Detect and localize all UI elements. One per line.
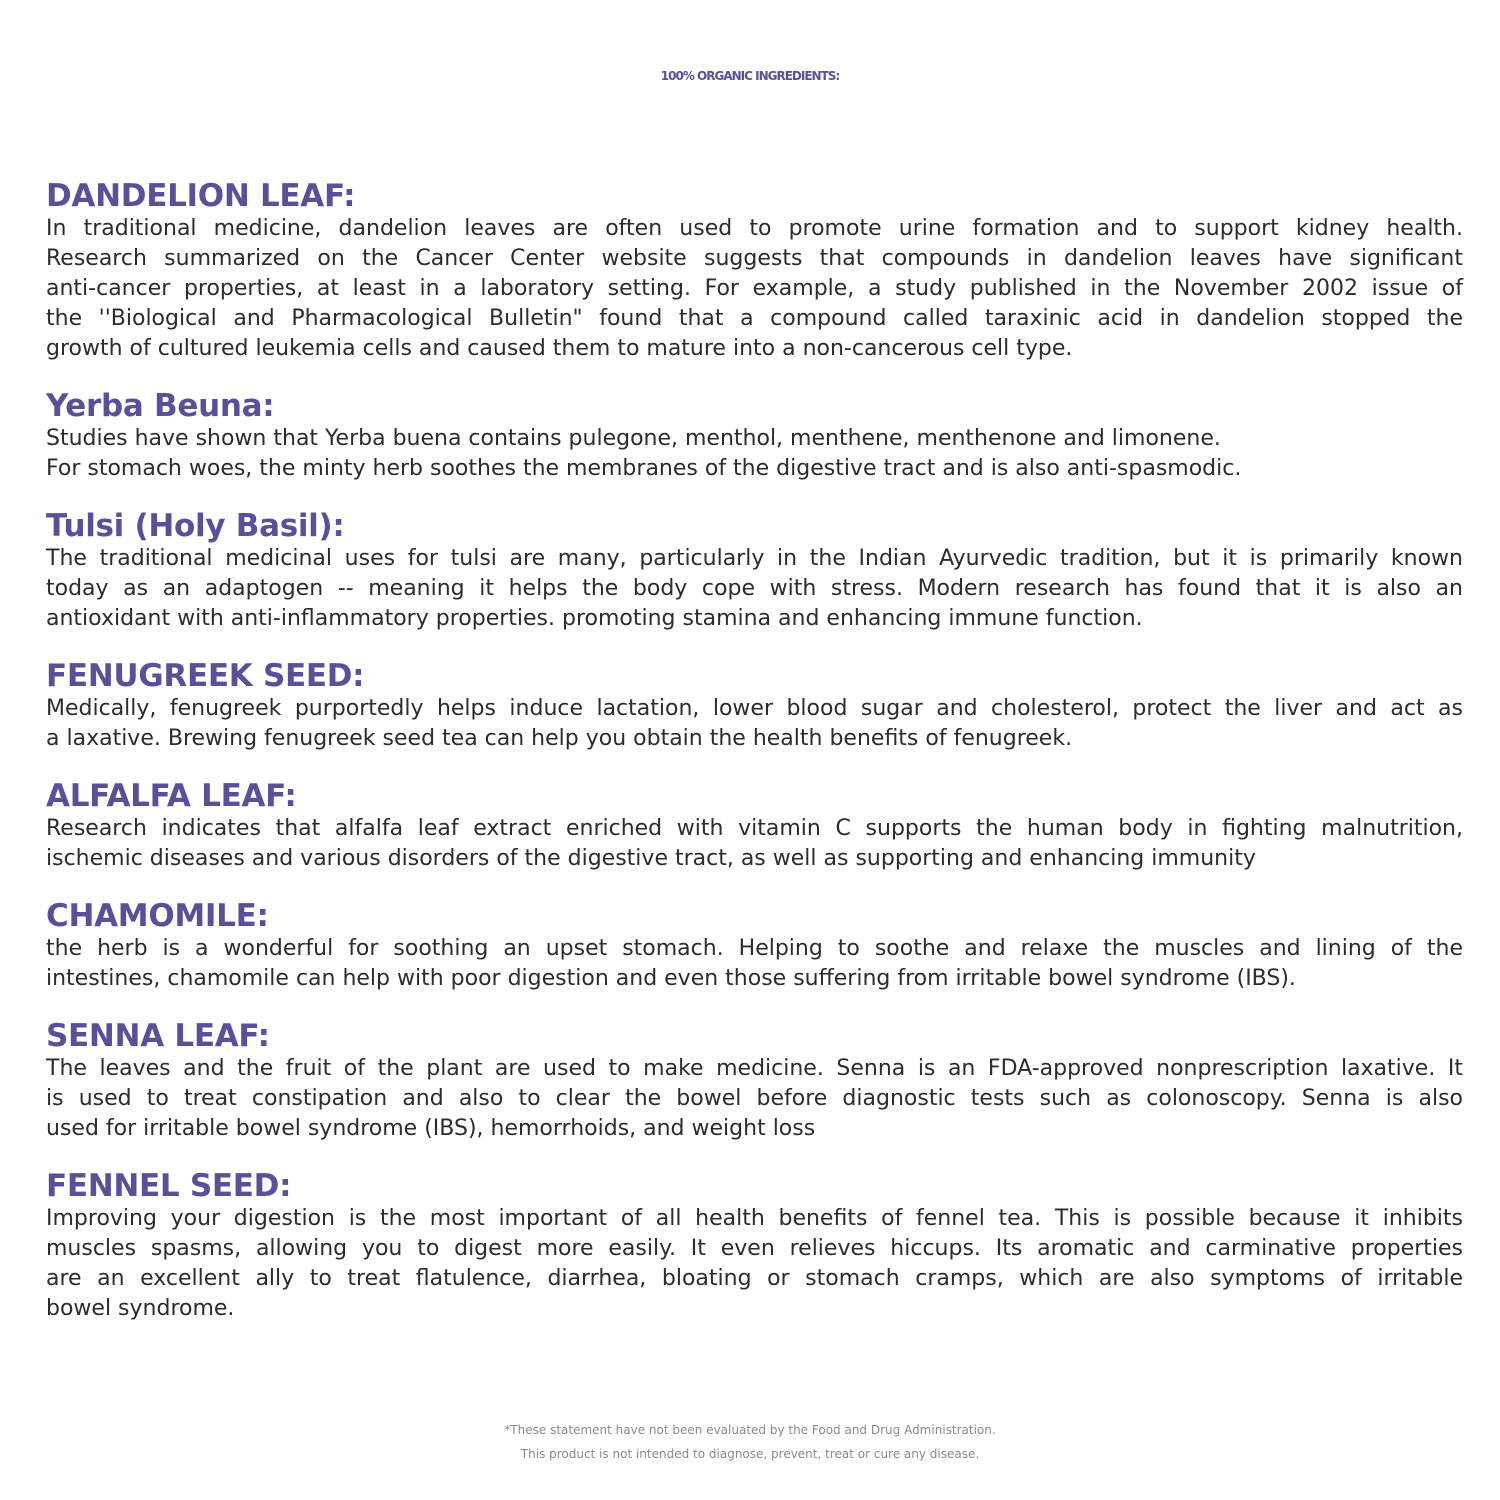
section-tulsi <box>46 508 1463 634</box>
section-heading: ALFALFA LEAF: <box>46 778 297 814</box>
section-yerba-beuna <box>46 388 1463 484</box>
section-body <box>46 934 1463 994</box>
body-line: Improving your digestion is the most important of all health benefits of fennel tea. This is possible because it inhibits <box>46 1206 1463 1231</box>
body-line: used for irritable bowel syndrome (IBS), hemorrhoids, and weight loss <box>46 1116 816 1141</box>
section-senna-leaf <box>46 1018 1463 1144</box>
body-line: Studies have shown that Yerba buena contains pulegone, menthol, menthene, menthenone and limonene. <box>46 426 1221 451</box>
body-line: is used to treat constipation and also to clear the bowel before diagnostic tests such as colonoscopy. Senna is also <box>46 1086 1463 1111</box>
section-body <box>46 1054 1463 1144</box>
body-line: intestines, chamomile can help with poor digestion and even those suffering from irritable bowel syndrome (IBS). <box>46 966 1296 991</box>
body-line: a laxative. Brewing fenugreek seed tea can help you obtain the health benefits of fenugreek. <box>46 726 1073 751</box>
section-chamomile <box>46 898 1463 994</box>
disclaimer-line: This product is not intended to diagnose, prevent, treat or cure any disease. <box>520 1447 980 1461</box>
section-heading: CHAMOMILE: <box>46 898 269 934</box>
section-body <box>46 694 1463 754</box>
body-line: For stomach woes, the minty herb soothes the membranes of the digestive tract and is also anti-spasmodic. <box>46 456 1242 481</box>
body-line: growth of cultured leukemia cells and caused them to mature into a non-cancerous cell type. <box>46 336 1073 361</box>
body-line: anti-cancer properties, at least in a laboratory setting. For example, a study published in the November 2002 issue of <box>46 276 1463 301</box>
section-alfalfa-leaf <box>46 778 1463 874</box>
section-heading: Tulsi (Holy Basil): <box>46 508 345 544</box>
section-heading: FENNEL SEED: <box>46 1168 292 1204</box>
body-line: The traditional medicinal uses for tulsi are many, particularly in the Indian Ayurvedic tradition, but it is primarily known <box>46 546 1463 571</box>
body-line: Research summarized on the Cancer Center website suggests that compounds in dandelion leaves have significant <box>46 246 1463 271</box>
section-body <box>46 814 1463 874</box>
fda-disclaimer <box>0 1418 1500 1466</box>
body-line: the herb is a wonderful for soothing an upset stomach. Helping to soothe and relaxe the muscles and lining of the <box>46 936 1463 961</box>
section-heading: FENUGREEK SEED: <box>46 658 365 694</box>
body-line: muscles spasms, allowing you to digest more easily. It even relieves hiccups. Its aromatic and carminative properties <box>46 1236 1463 1261</box>
section-body <box>46 424 1463 484</box>
body-line: In traditional medicine, dandelion leaves are often used to promote urine formation and to support kidney health. <box>46 216 1463 241</box>
section-heading: DANDELION LEAF: <box>46 178 356 214</box>
section-fenugreek-seed <box>46 658 1463 754</box>
section-body <box>46 1204 1463 1324</box>
body-line: bowel syndrome. <box>46 1296 235 1321</box>
body-line: The leaves and the fruit of the plant are used to make medicine. Senna is an FDA-approved nonprescription laxative. It <box>46 1056 1463 1081</box>
section-fennel-seed <box>46 1168 1463 1324</box>
section-body <box>46 544 1463 634</box>
disclaimer-line: *These statement have not been evaluated by the Food and Drug Administration. <box>504 1423 996 1437</box>
body-line: antioxidant with anti-inflammatory properties. promoting stamina and enhancing immune function. <box>46 606 1143 631</box>
body-line: Medically, fenugreek purportedly helps induce lactation, lower blood sugar and cholesterol, protect the liver and act as <box>46 696 1463 721</box>
body-line: ischemic diseases and various disorders of the digestive tract, as well as supporting and enhancing immunity <box>46 846 1256 871</box>
body-line: the ''Biological and Pharmacological Bulletin" found that a compound called taraxinic acid in dandelion stopped the <box>46 306 1463 331</box>
section-heading: Yerba Beuna: <box>46 388 275 424</box>
body-line: today as an adaptogen -- meaning it helps the body cope with stress. Modern research has found that it is also an <box>46 576 1463 601</box>
body-line: Research indicates that alfalfa leaf extract enriched with vitamin C supports the human body in fighting malnutrition, <box>46 816 1463 841</box>
section-dandelion-leaf <box>46 178 1463 364</box>
section-heading: SENNA LEAF: <box>46 1018 270 1054</box>
page-title: 100% ORGANIC INGREDIENTS: <box>660 69 840 83</box>
section-body <box>46 214 1463 364</box>
body-line: are an excellent ally to treat flatulence, diarrhea, bloating or stomach cramps, which are also symptoms of irritable <box>46 1266 1463 1291</box>
